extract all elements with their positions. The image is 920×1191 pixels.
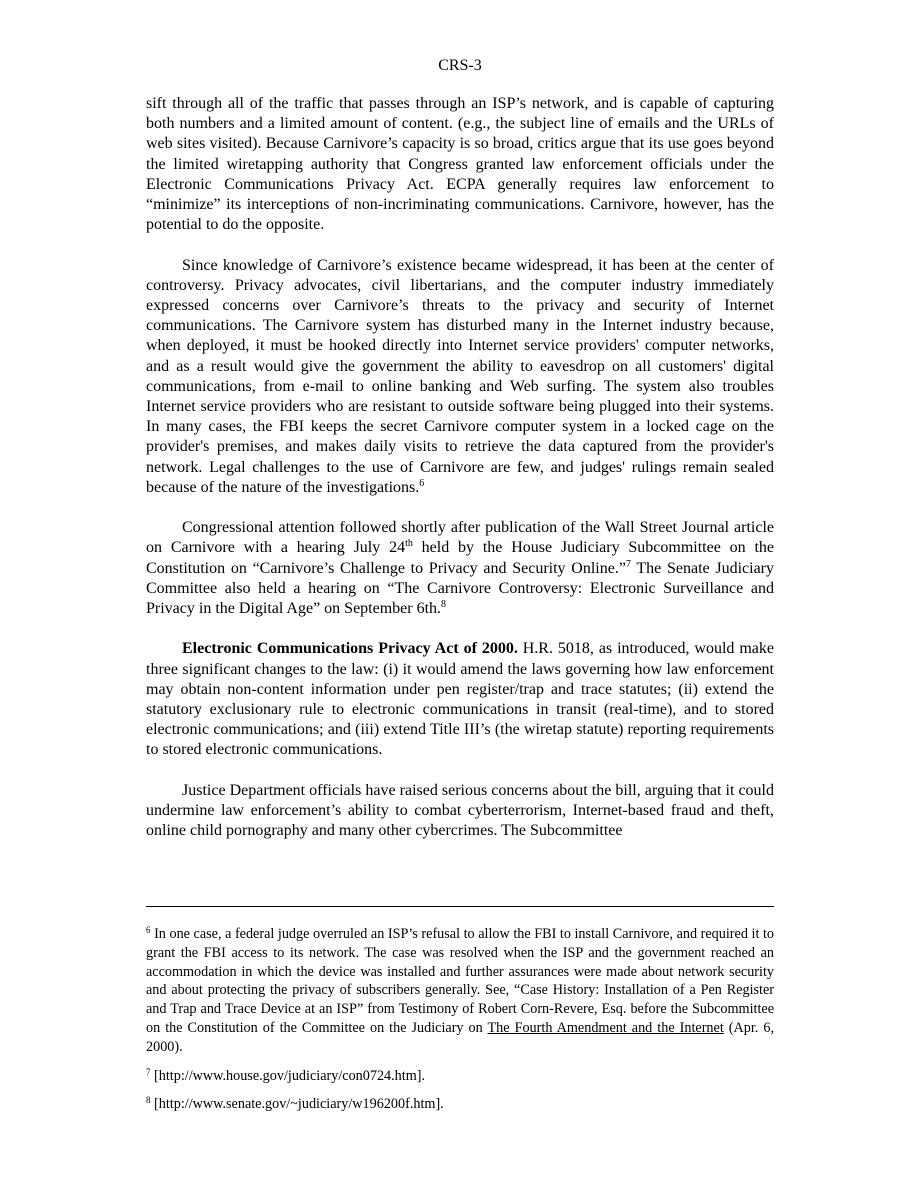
footnote-ref-8: 8 [441, 599, 447, 611]
body-text [146, 94, 774, 862]
footnote-ref-7: 7 [625, 558, 631, 570]
footnote-6-title: The Fourth Amendment and the Internet [487, 1019, 724, 1036]
footnote-7 [146, 1067, 774, 1086]
footnote-7-text: [http://www.house.gov/judiciary/con0724.htm]. [150, 1067, 426, 1084]
footnote-6-text-b: (Apr. 6, 2000). [146, 1019, 774, 1055]
paragraph-3-text-b: held by the House Judiciary Subcommittee on the Constitution on “Carnivore’s Challenge to Privacy and Security Online.” [146, 539, 774, 577]
footnote-divider [146, 906, 774, 907]
paragraph-3-text-c: The Senate Judiciary Committee also held a hearing on “The Carnivore Controversy: Electronic Surveillance and Privacy in the Digital Age” on September 6th. [146, 559, 774, 618]
paragraph-5 [146, 781, 774, 842]
paragraph-4 [146, 639, 774, 760]
footnote-8 [146, 1095, 774, 1114]
paragraph-2 [146, 256, 774, 498]
paragraph-5-text: Justice Department officials have raised serious concerns about the bill, arguing that it could undermine law enforcement’s ability to combat cyberterrorism, Internet-based fraud and theft, online child pornography and many other cybercrimes. The Subcommittee [146, 781, 774, 840]
paragraph-1 [146, 94, 774, 235]
footnote-8-number: 8 [146, 1095, 151, 1106]
paragraph-3 [146, 518, 774, 619]
footnote-6-number: 6 [146, 925, 151, 935]
paragraph-1-text: sift through all of the traffic that passes through an ISP’s network, and is capable of capturing both numbers and a limited amount of content. (e.g., the subject line of emails and the URLs of web sites visited). Because Carnivore’s capacity is so broad, critics argue that its use goes beyond the limited wiretapping authority that Congress granted law enforcement officials under the Electronic Communications Privacy Act. ECPA generally requires law enforcement to “minimize” its interceptions of non-incriminating communications. Carnivore, however, has the potential to do the opposite. [146, 95, 774, 234]
ordinal-suffix: th [405, 538, 413, 550]
paragraph-3-text-a: Congressional attention followed shortly after publication of the Wall Street Journal article on Carnivore with a hearing July 24 [146, 519, 774, 557]
paragraph-2-text: Since knowledge of Carnivore’s existence became widespread, it has been at the center of controversy. Privacy advocates, civil libertarians, and the computer industry immediately expressed concerns over Carnivore’s threats to the privacy and security of Internet communications. The Carnivore system has disturbed many in the Internet industry because, when deployed, it must be hooked directly into Internet service providers' computer networks, and as a result would give the government the ability to eavesdrop on all customers' digital communications, from e-mail to online banking and Web surfing. The system also troubles Internet service providers who are resistant to outside software being plugged into their systems. In many cases, the FBI keeps the secret Carnivore computer system in a locked cage on the provider's premises, and makes daily visits to retrieve the data captured from the provider's network. Legal challenges to the use of Carnivore are few, and judges' rulings remain sealed because of the nature of the investigations. [146, 256, 774, 496]
page-header: CRS-3 [438, 57, 482, 74]
footnotes [146, 925, 774, 1124]
footnote-6-text-a: In one case, a federal judge overruled an ISP’s refusal to allow the FBI to install Carnivore, and required it to grant the FBI access to its network. The case was resolved when the ISP and the government reached an accommodation in which the device was installed and further assurances were made about network security and about protecting the privacy of subscribers generally. See, “Case History: Installation of a Pen Register and Trap and Trace Device at an ISP” from Testimony of Robert Corn-Revere, Esq. before the Subcommittee on the Constitution of the Committee on the Judiciary on [146, 926, 774, 1036]
footnote-8-text: [http://www.senate.gov/~judiciary/w196200f.htm]. [150, 1096, 444, 1113]
paragraph-4-text: H.R. 5018, as introduced, would make three significant changes to the law: (i) it would amend the laws governing how law enforcement may obtain non-content information under pen register/trap and trace statutes; (ii) extend the statutory exclusionary rule to electronic communications in transit (real-time), and to stored electronic communications; and (iii) extend Title III’s (the wiretap statute) reporting requirements to stored electronic communications. [146, 640, 774, 759]
footnote-6 [146, 925, 774, 1057]
section-heading: Electronic Communications Privacy Act of 2000. [182, 640, 518, 658]
footnote-ref-6: 6 [419, 477, 425, 489]
footnote-7-number: 7 [146, 1066, 151, 1077]
